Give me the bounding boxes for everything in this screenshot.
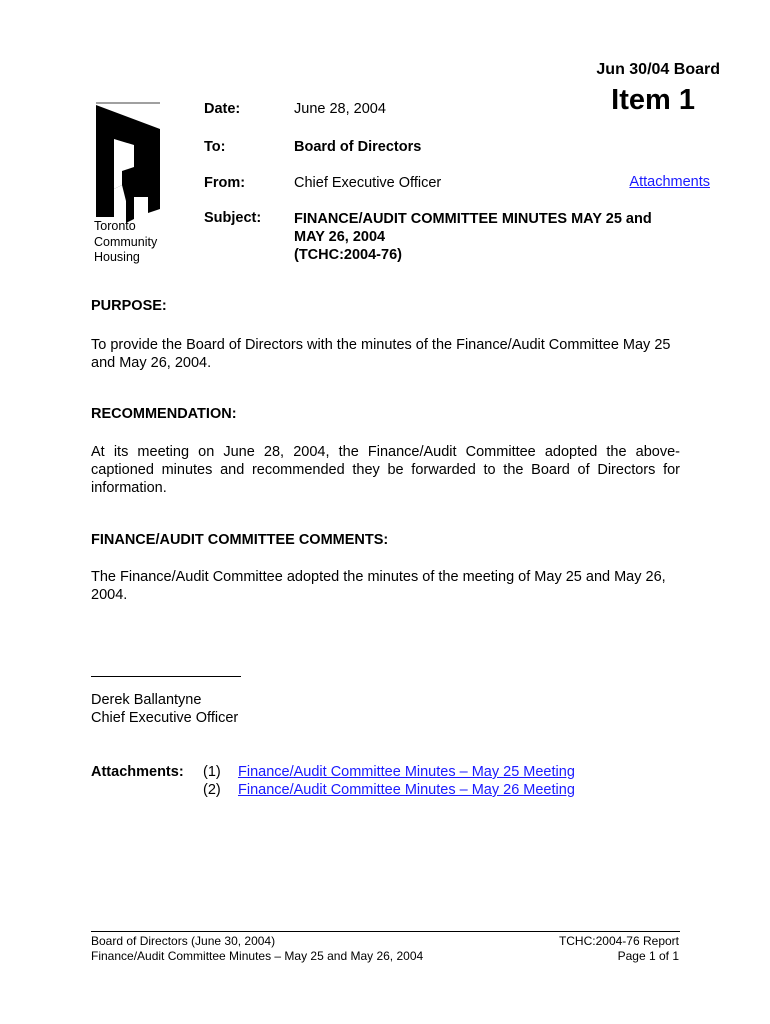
signatory-name: Derek Ballantyne [91,692,202,708]
footer-divider [91,931,680,932]
subject-line: FINANCE/AUDIT COMMITTEE MINUTES MAY 25 and [294,211,652,227]
from-label: From: [204,175,246,191]
signatory-title: Chief Executive Officer [91,710,239,726]
subject-line: MAY 26, 2004 [294,229,386,245]
signature-line [91,676,241,677]
date-value: June 28, 2004 [294,101,386,117]
attachment-link-may-25[interactable]: Finance/Audit Committee Minutes – May 25 Meeting [238,764,575,780]
subject-value [294,210,652,264]
purpose-text: To provide the Board of Directors with the minutes of the Finance/Audit Committee May 25 and May 26, 2004. [91,337,671,371]
footer-report-title: Finance/Audit Committee Minutes – May 25 and May 26, 2004 [91,949,424,963]
logo-line: Community [94,234,158,249]
footer-page-number: Page 1 of 1 [617,949,679,963]
attachment-number: (1) [203,764,221,780]
logo-line: Housing [94,250,140,264]
to-value: Board of Directors [294,139,422,155]
attachments-link[interactable]: Attachments [629,174,710,190]
to-label: To: [204,139,226,155]
logo-line: Toronto [94,219,136,233]
recommendation-heading: RECOMMENDATION: [91,406,237,422]
committee-comments-heading: FINANCE/AUDIT COMMITTEE COMMENTS: [91,532,389,548]
committee-comments-text: The Finance/Audit Committee adopted the minutes of the meeting of May 25 and May 26, 2004. [91,569,666,603]
purpose-heading: PURPOSE: [91,298,167,314]
attachment-number: (2) [203,782,221,798]
footer-meeting: Board of Directors (June 30, 2004) [91,934,276,948]
item-number-heading: Item 1 [611,84,695,116]
from-value: Chief Executive Officer [294,175,442,191]
subject-line: (TCHC:2004-76) [294,247,402,263]
subject-label: Subject: [204,210,262,226]
board-meeting-heading: Jun 30/04 Board [596,61,720,78]
recommendation-text: At its meeting on June 28, 2004, the Finance/Audit Committee adopted the above-captioned minutes and recommended they be forwarded to the Board of Directors for information. [91,444,680,496]
logo-wordmark [94,219,157,266]
attachment-link-may-26[interactable]: Finance/Audit Committee Minutes – May 26 Meeting [238,782,575,798]
footer-report-number: TCHC:2004-76 Report [558,934,679,948]
date-label: Date: [204,101,241,117]
attachments-label: Attachments: [91,764,184,780]
